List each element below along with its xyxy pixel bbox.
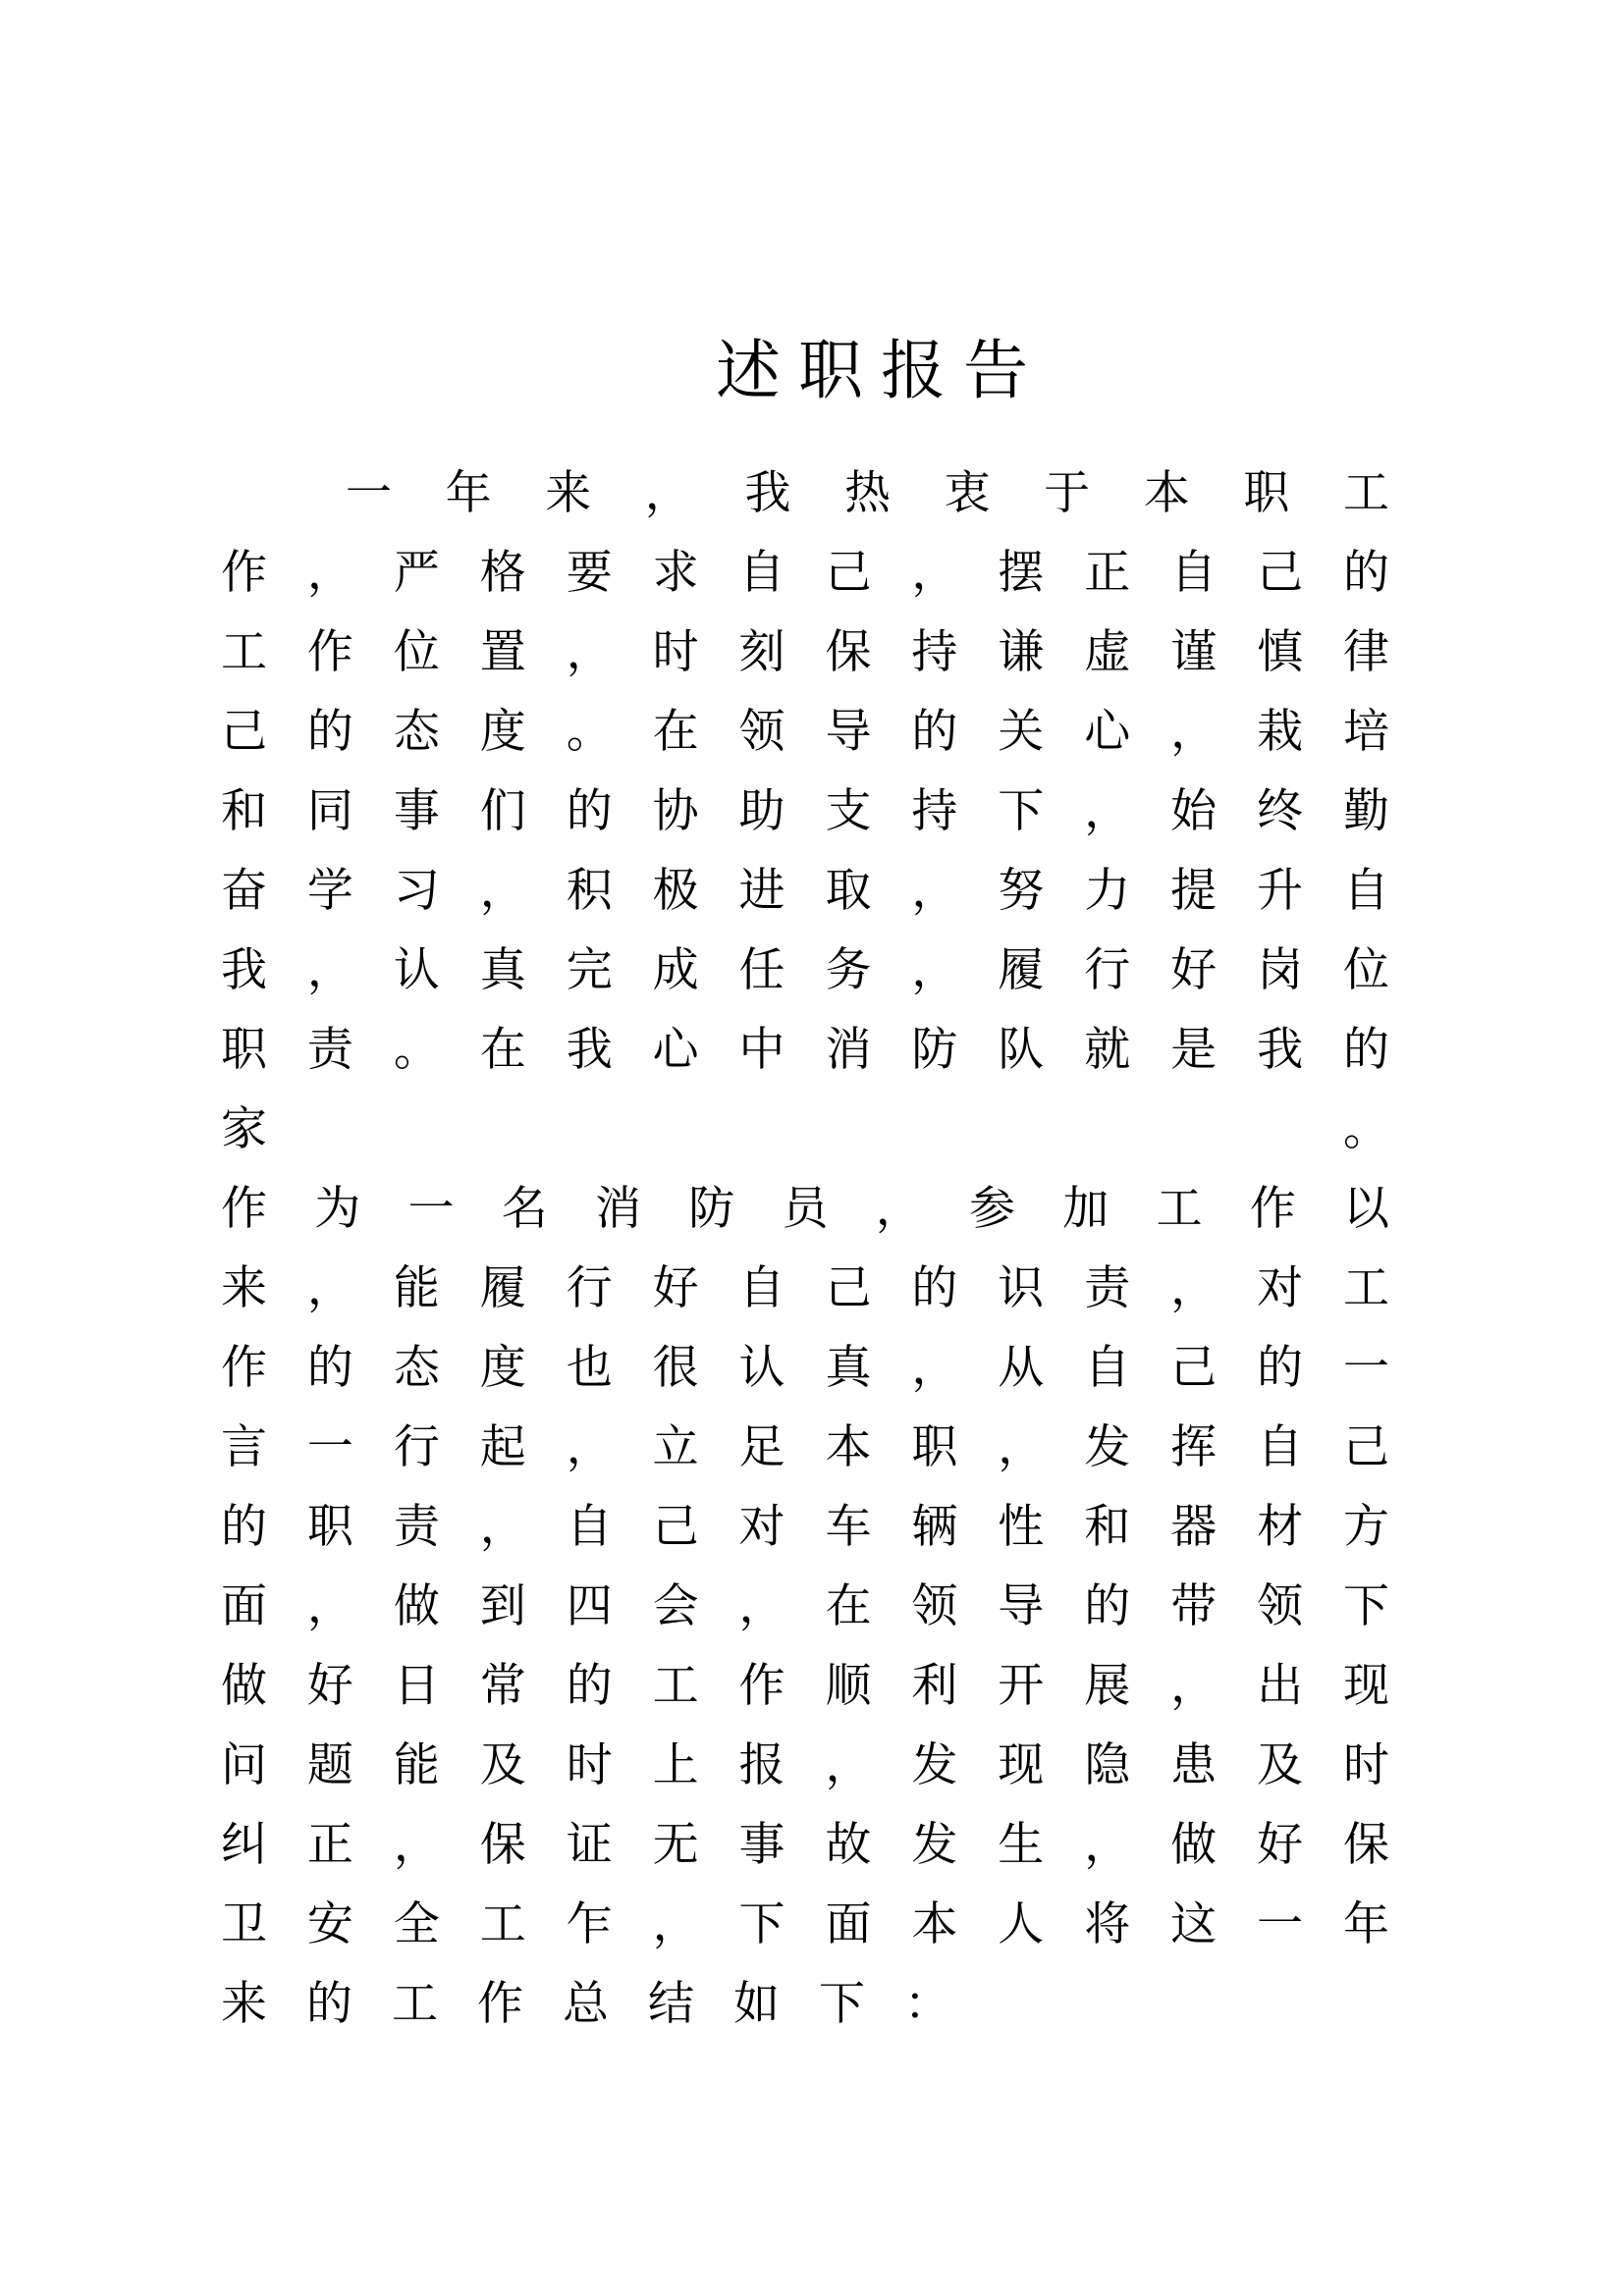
body-char: 的 (221, 1500, 267, 1554)
body-char: 以 (1343, 1182, 1389, 1236)
body-char: 方 (1342, 1500, 1389, 1554)
body-char: 能 (393, 1261, 440, 1315)
body-char: 的 (911, 1261, 958, 1315)
body-char: 心 (652, 1023, 699, 1077)
body-line (221, 1646, 1389, 1726)
body-char: 性 (998, 1500, 1045, 1554)
body-char: 保 (825, 625, 872, 679)
body-char: 来 (545, 466, 592, 520)
body-char: 本 (1143, 466, 1190, 520)
body-line (221, 772, 1389, 851)
body-char: 故 (825, 1818, 872, 1872)
body-char: 责 (393, 1500, 440, 1554)
body-char: 消 (595, 1182, 641, 1236)
body-char: 及 (479, 1738, 526, 1792)
body-line (221, 1964, 1389, 2044)
document-title: 述职报告 (716, 333, 1046, 408)
body-char: 问 (221, 1738, 267, 1792)
body-char: ， (911, 943, 958, 997)
body-char: 习 (393, 864, 440, 918)
body-char: 作 (738, 1659, 785, 1713)
body-char: 发 (911, 1738, 958, 1792)
body-char: 上 (652, 1738, 699, 1792)
body-char: 摆 (998, 546, 1045, 600)
body-char: 作 (306, 625, 353, 679)
body-char: 己 (1170, 1341, 1218, 1395)
body-char: 刻 (738, 625, 785, 679)
body-char: 在 (825, 1579, 872, 1633)
body-char: 的 (306, 1341, 353, 1395)
body-char: 下 (998, 784, 1045, 838)
body-char: 作 (477, 1977, 523, 2031)
body-char: 好 (652, 1261, 699, 1315)
body-char: 挥 (1170, 1420, 1218, 1474)
body-char: 虚 (1084, 625, 1131, 679)
body-char: 将 (1084, 1897, 1131, 1951)
body-char: 力 (1084, 864, 1131, 918)
body-char: 持 (911, 625, 958, 679)
body-char: 真 (825, 1341, 872, 1395)
body-line (221, 1249, 1389, 1328)
body-char: 导 (825, 705, 872, 759)
body-line (221, 1885, 1389, 1964)
body-char: ， (566, 625, 613, 679)
body-char: 置 (479, 625, 526, 679)
body-char: 勤 (1342, 784, 1389, 838)
body-char: 的 (1342, 546, 1389, 600)
body-char: 展 (1084, 1659, 1131, 1713)
body-char: 就 (1084, 1023, 1131, 1077)
body-char: ， (1084, 1818, 1131, 1872)
body-char: 事 (393, 784, 440, 838)
body-char: ， (306, 1579, 353, 1633)
body-char: 们 (479, 784, 526, 838)
body-char: 领 (911, 1579, 958, 1633)
body-line (221, 931, 1389, 1010)
body-char: 同 (306, 784, 353, 838)
body-char: 职 (1243, 466, 1290, 520)
body-char: 成 (652, 943, 699, 997)
body-char: 一 (346, 466, 392, 520)
body-char: 协 (652, 784, 699, 838)
body-char: 作 (221, 1182, 267, 1236)
body-char: 己 (652, 1500, 699, 1554)
body-char: 职 (306, 1500, 353, 1554)
body-char: 的 (1084, 1579, 1131, 1633)
body-char: 乍 (566, 1897, 613, 1951)
body-char: 进 (738, 864, 785, 918)
body-line (221, 1328, 1389, 1408)
body-char: 度 (479, 1341, 526, 1395)
body-char: 时 (1342, 1738, 1389, 1792)
body-line (221, 533, 1389, 613)
body-char: 领 (738, 705, 785, 759)
body-char: 证 (566, 1818, 613, 1872)
body-char: 慎 (1257, 625, 1304, 679)
body-char: 辆 (911, 1500, 958, 1554)
body-char: 工 (1342, 466, 1389, 520)
body-char: 己 (1257, 546, 1304, 600)
body-char: 下 (819, 1977, 865, 2031)
body-char: ， (911, 546, 958, 600)
body-char: 我 (744, 466, 791, 520)
body-char: ， (644, 466, 691, 520)
body-char: 来 (221, 1261, 267, 1315)
body-char: 正 (1084, 546, 1131, 600)
body-char: 的 (306, 705, 353, 759)
body-char: 履 (998, 943, 1045, 997)
body-char: 位 (393, 625, 440, 679)
body-char: 纠 (221, 1818, 267, 1872)
body-char: ， (1170, 705, 1218, 759)
body-char: 报 (738, 1738, 785, 1792)
body-char: 四 (566, 1579, 613, 1633)
body-char: 完 (566, 943, 613, 997)
body-line (221, 692, 1389, 772)
body-char: 事 (738, 1818, 785, 1872)
body-char: ， (738, 1579, 785, 1633)
body-char: 于 (1044, 466, 1091, 520)
body-char: 。 (393, 1023, 440, 1077)
body-char: 态 (393, 1341, 440, 1395)
body-char: 利 (911, 1659, 958, 1713)
body-char: 名 (501, 1182, 548, 1236)
body-char: 安 (306, 1897, 353, 1951)
body-char: 谦 (998, 625, 1045, 679)
body-char: 员 (782, 1182, 829, 1236)
body-char: 加 (1062, 1182, 1110, 1236)
body-char: 终 (1257, 784, 1304, 838)
body-char: 面 (221, 1579, 267, 1633)
body-char: 支 (825, 784, 872, 838)
body-char: 认 (738, 1341, 785, 1395)
body-line (221, 1408, 1389, 1487)
body-char: 下 (738, 1897, 785, 1951)
body-char: 器 (1170, 1500, 1218, 1554)
body-char: 自 (1257, 1420, 1304, 1474)
body-char: ： (904, 1977, 950, 2031)
body-char: 消 (825, 1023, 872, 1077)
body-char: 现 (998, 1738, 1045, 1792)
body-char: 做 (221, 1659, 267, 1713)
body-char: 本 (825, 1420, 872, 1474)
body-char: ， (825, 1738, 872, 1792)
body-char: 出 (1257, 1659, 1304, 1713)
body-char: 很 (652, 1341, 699, 1395)
body-char: 全 (393, 1897, 440, 1951)
body-char: 自 (738, 1261, 785, 1315)
body-char: 学 (306, 864, 353, 918)
body-char: 无 (652, 1818, 699, 1872)
body-char: 顺 (825, 1659, 872, 1713)
body-char: 患 (1170, 1738, 1218, 1792)
body-char: 的 (566, 784, 613, 838)
body-char: ， (306, 1261, 353, 1315)
body-char: 衷 (944, 466, 991, 520)
body-char: 开 (998, 1659, 1045, 1713)
body-char: 工 (479, 1897, 526, 1951)
body-char: 带 (1170, 1579, 1218, 1633)
body-char: 度 (479, 705, 526, 759)
body-line (221, 1010, 1389, 1090)
body-char: 好 (1257, 1818, 1304, 1872)
body-char: 心 (1084, 705, 1131, 759)
body-char: 任 (738, 943, 785, 997)
body-char: 现 (1342, 1659, 1389, 1713)
body-char: 的 (1257, 1341, 1304, 1395)
body-char: 位 (1342, 943, 1389, 997)
body-char: 提 (1170, 864, 1218, 918)
body-char: 自 (1342, 864, 1389, 918)
body-char: 来 (221, 1977, 267, 2031)
body-char: 职 (221, 1023, 267, 1077)
body-char: 责 (306, 1023, 353, 1077)
body-char: 。 (566, 705, 613, 759)
body-char: 发 (911, 1818, 958, 1872)
body-char: 队 (998, 1023, 1045, 1077)
body-char: 行 (566, 1261, 613, 1315)
body-char: 总 (563, 1977, 609, 2031)
body-char: 起 (479, 1420, 526, 1474)
body-char: 一 (407, 1182, 455, 1236)
body-char: 下 (1342, 1579, 1389, 1633)
body-line (346, 454, 1389, 533)
body-char: 好 (306, 1659, 353, 1713)
body-char: ， (1170, 1659, 1218, 1713)
body-char: 热 (843, 466, 891, 520)
body-char: 自 (738, 546, 785, 600)
body-char: 时 (652, 625, 699, 679)
body-char: 作 (1249, 1182, 1296, 1236)
body-char: 认 (393, 943, 440, 997)
body-char: 和 (221, 784, 267, 838)
body-char: 作 (221, 1341, 267, 1395)
body-char: 履 (479, 1261, 526, 1315)
body-char: 本 (911, 1897, 958, 1951)
body-char: 保 (1342, 1818, 1389, 1872)
body-char: 会 (652, 1579, 699, 1633)
body-char: ， (479, 1500, 526, 1554)
body-char: 立 (652, 1420, 699, 1474)
body-char: ， (911, 1341, 958, 1395)
body-char: 做 (393, 1579, 440, 1633)
body-char: ， (393, 1818, 440, 1872)
body-char: 为 (314, 1182, 361, 1236)
body-char: 足 (738, 1420, 785, 1474)
body-char: 。 (1343, 1102, 1389, 1156)
body-char: 及 (1257, 1738, 1304, 1792)
body-char: 升 (1257, 864, 1304, 918)
body-char: 常 (479, 1659, 526, 1713)
body-char: 取 (825, 864, 872, 918)
body-char: ， (652, 1897, 699, 1951)
body-char: 我 (566, 1023, 613, 1077)
body-char: 工 (1156, 1182, 1203, 1236)
body-char: 严 (393, 546, 440, 600)
body-line (221, 1487, 1389, 1567)
body-char: 的 (911, 705, 958, 759)
body-char: 识 (998, 1261, 1045, 1315)
body-line (221, 1567, 1389, 1646)
body-char: ， (479, 864, 526, 918)
body-char: 也 (566, 1341, 613, 1395)
body-char: 我 (1257, 1023, 1304, 1077)
body-char: 的 (1342, 1023, 1389, 1077)
body-char: 在 (652, 705, 699, 759)
body-char: 务 (825, 943, 872, 997)
body-char: 真 (479, 943, 526, 997)
body-char: 工 (221, 625, 267, 679)
body-char: 责 (1084, 1261, 1131, 1315)
body-char: 发 (1084, 1420, 1131, 1474)
body-char: 对 (1257, 1261, 1304, 1315)
body-char: 能 (393, 1738, 440, 1792)
body-char: 在 (479, 1023, 526, 1077)
body-char: 家 (221, 1102, 267, 1156)
body-char: 工 (1342, 1261, 1389, 1315)
body-char: 正 (306, 1818, 353, 1872)
body-char: 参 (969, 1182, 1015, 1236)
body-char: 生 (998, 1818, 1045, 1872)
body-char: 关 (998, 705, 1045, 759)
body-char: 工 (652, 1659, 699, 1713)
body-char: 己 (1342, 1420, 1389, 1474)
body-char: ， (566, 1420, 613, 1474)
body-char: 领 (1257, 1579, 1304, 1633)
body-char: 一 (1257, 1897, 1304, 1951)
body-line (221, 851, 1389, 931)
body-char: 人 (998, 1897, 1045, 1951)
body-char: ， (306, 943, 353, 997)
body-char: 题 (306, 1738, 353, 1792)
body-char: 隐 (1084, 1738, 1131, 1792)
body-char: 行 (1084, 943, 1131, 997)
body-char: 导 (998, 1579, 1045, 1633)
body-char: 防 (911, 1023, 958, 1077)
body-char: 职 (911, 1420, 958, 1474)
body-char: 日 (393, 1659, 440, 1713)
body-char: 防 (688, 1182, 735, 1236)
body-char: ， (875, 1182, 922, 1236)
body-line (221, 1169, 1389, 1249)
body-char: 格 (479, 546, 526, 600)
body-char: 栽 (1257, 705, 1304, 759)
body-char: 自 (1084, 1341, 1131, 1395)
body-char: 助 (738, 784, 785, 838)
body-char: 从 (998, 1341, 1045, 1395)
body-char: 我 (221, 943, 267, 997)
body-char: 求 (652, 546, 699, 600)
body-char: 是 (1170, 1023, 1218, 1077)
body-char: 努 (998, 864, 1045, 918)
body-char: 培 (1342, 705, 1389, 759)
body-char: 工 (392, 1977, 438, 2031)
body-char: 材 (1257, 1500, 1304, 1554)
body-char: 己 (825, 546, 872, 600)
body-char: ， (306, 546, 353, 600)
body-char: 年 (445, 466, 492, 520)
body-char: 一 (1342, 1341, 1389, 1395)
body-char: 保 (479, 1818, 526, 1872)
body-char: 好 (1170, 943, 1218, 997)
body-char: 这 (1170, 1897, 1218, 1951)
body-char: 时 (566, 1738, 613, 1792)
body-char: 和 (1084, 1500, 1131, 1554)
body-char: 到 (479, 1579, 526, 1633)
body-char: 行 (393, 1420, 440, 1474)
body-char: 岗 (1257, 943, 1304, 997)
body-char: 律 (1342, 625, 1389, 679)
body-char: 如 (733, 1977, 780, 2031)
body-char: 作 (221, 546, 267, 600)
body-char: 做 (1170, 1818, 1218, 1872)
body-char: ， (998, 1420, 1045, 1474)
body-char: 自 (1170, 546, 1218, 600)
body-char: 持 (911, 784, 958, 838)
body-char: 己 (221, 705, 267, 759)
body-char: 面 (825, 1897, 872, 1951)
body-line (221, 1726, 1389, 1805)
body-char: 奋 (221, 864, 267, 918)
body-char: 要 (566, 546, 613, 600)
body-char: 中 (738, 1023, 785, 1077)
body-char: ， (1170, 1261, 1218, 1315)
body-char: ， (911, 864, 958, 918)
body-char: 的 (306, 1977, 352, 2031)
body-char: 自 (566, 1500, 613, 1554)
body-char: 对 (738, 1500, 785, 1554)
body-char: 结 (648, 1977, 694, 2031)
body-line (221, 1805, 1389, 1885)
document-title-row (0, 327, 1624, 415)
body-char: 言 (221, 1420, 267, 1474)
body-char: 车 (825, 1500, 872, 1554)
body-char: 己 (825, 1261, 872, 1315)
body-char: 一 (306, 1420, 353, 1474)
body-char: 极 (652, 864, 699, 918)
body-char: 积 (566, 864, 613, 918)
body-char: 的 (566, 1659, 613, 1713)
body-char: 谨 (1170, 625, 1218, 679)
body-char: 卫 (221, 1897, 267, 1951)
body-line (221, 613, 1389, 692)
body-line (221, 1090, 1389, 1169)
body-char: 始 (1170, 784, 1218, 838)
body-char: 态 (393, 705, 440, 759)
body-char: ， (1084, 784, 1131, 838)
body-char: 年 (1342, 1897, 1389, 1951)
